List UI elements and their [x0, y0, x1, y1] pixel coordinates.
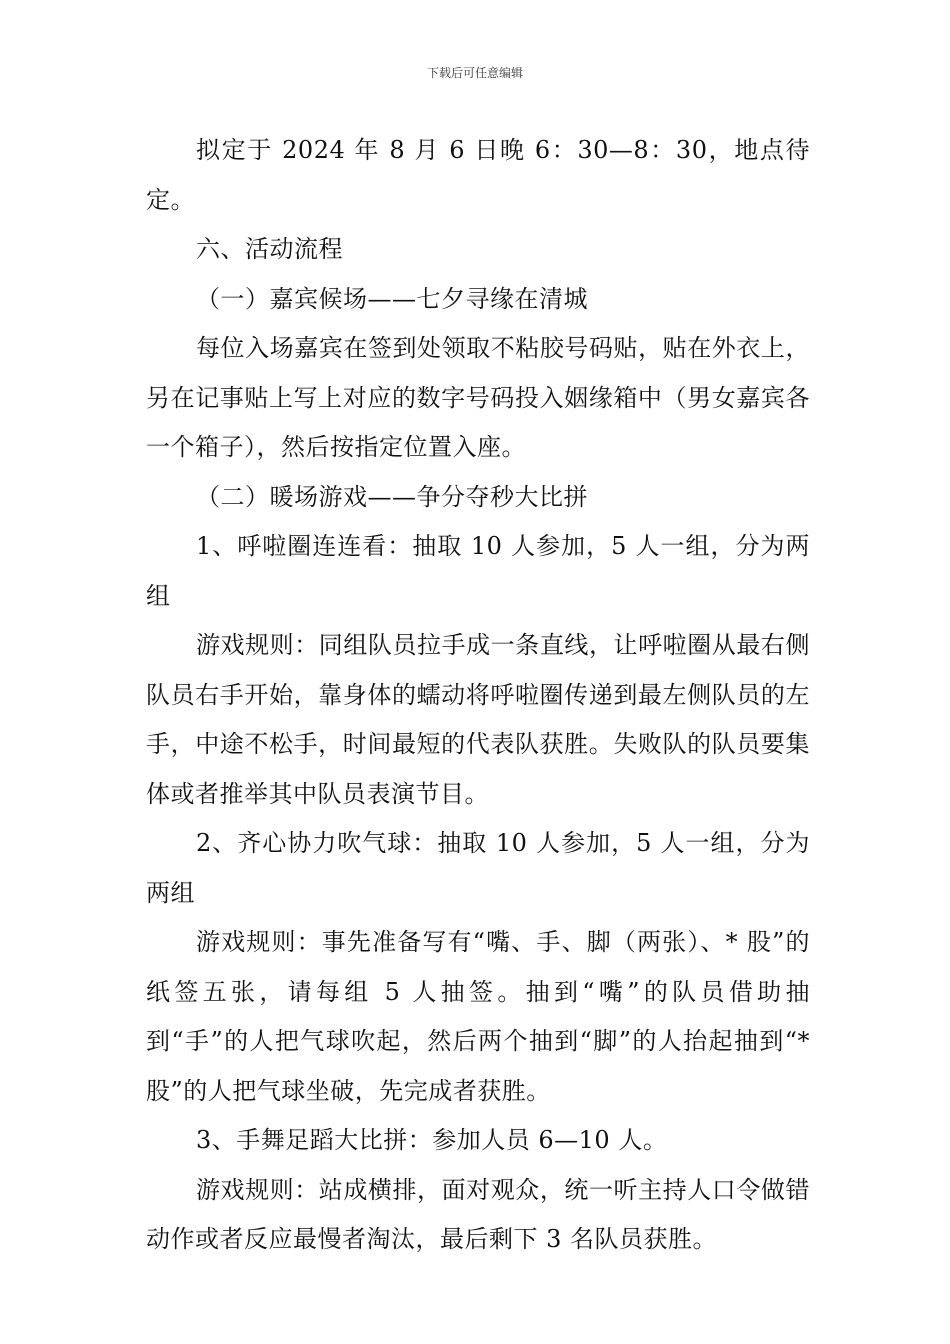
document-body: [146, 126, 810, 1265]
heading-warmup-games: （二）暖场游戏——争分夺秒大比拼: [196, 482, 588, 511]
page-header: 下载后可任意编辑: [426, 66, 523, 80]
heading-activity-process: 六、活动流程: [196, 235, 343, 263]
game-3-rules: 游戏规则：站成横排，面对观众，统一听主持人口令做错动作或者反应最慢者淘汰，最后剩下 3 名队员获胜。: [146, 1175, 810, 1253]
heading-guest-waiting: （一）嘉宾候场——七夕寻缘在清城: [196, 284, 588, 313]
game-1-rules: 游戏规则：同组队员拉手成一条直线，让呼啦圈从最右侧队员右手开始，靠身体的蠕动将呼啦圈传递到最左侧队员的左手，中途不松手，时间最短的代表队获胜。失败队的队员要集体或者推举其中队员表演节目。: [146, 631, 810, 808]
paragraph-guest-checkin: 每位入场嘉宾在签到处领取不粘胶号码贴，贴在外衣上，另在记事贴上写上对应的数字号码投入姻缘箱中（男女嘉宾各一个箱子），然后按指定位置入座。: [146, 334, 810, 461]
game-2-title: 2、齐心协力吹气球：抽取 10 人参加，5 人一组，分为两组: [146, 829, 810, 907]
paragraph-schedule: 拟定于 2024 年 8 月 6 日晚 6：30—8：30，地点待定。: [146, 136, 810, 214]
game-3-title: 3、手舞足蹈大比拼：参加人员 6—10 人。: [196, 1126, 668, 1154]
game-1-title: 1、呼啦圈连连看：抽取 10 人参加，5 人一组，分为两组: [146, 532, 810, 610]
game-2-rules: 游戏规则：事先准备写有“嘴、手、脚（两张）、* 股”的纸签五张，请每组 5 人抽签。抽到“嘴”的队员借助抽到“手”的人把气球吹起，然后两个抽到“脚”的人抬起抽到“* 股”的人把气球坐破，先完成者获胜。: [146, 928, 810, 1105]
